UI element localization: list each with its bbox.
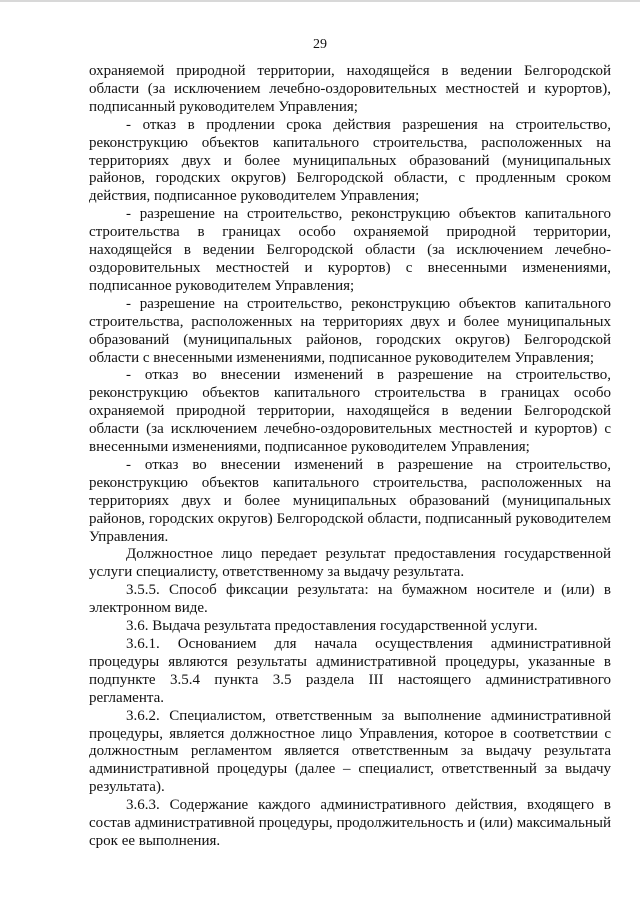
paragraph-list-item: - отказ в продлении срока действия разрешения на строительство, реконструкцию объектов капитального строительства, расположенных на территориях двух и более муниципальных образований (муниципальных районов, городских округов) Белгородской области, с продленным сроком действия, подписанное руководителем Управления; — [89, 116, 611, 205]
page-number: 29 — [313, 37, 327, 52]
page-top-border — [0, 0, 640, 2]
paragraph-clause-3-6-3: 3.6.3. Содержание каждого административного действия, входящего в состав административной процедуры, продолжительность и (или) максимальный срок ее выполнения. — [89, 797, 611, 849]
paragraph-list-item: - разрешение на строительство, реконструкцию объектов капитального строительства, расположенных на территориях двух и более муниципальных образований (муниципальных районов, городских округов) Белгородской области с внесенными изменениями, подписанное руководителем Управления; — [89, 295, 611, 366]
paragraph-clause-3-6: 3.6. Выдача результата предоставления государственной услуги. — [126, 618, 538, 635]
document-body — [89, 63, 611, 851]
paragraph-list-item: - отказ во внесении изменений в разрешение на строительство, реконструкцию объектов капитального строительства в границах особо охраняемой природной территории, находящейся в ведении Белгородской области (за исключением лечебно-оздоровительных местностей и курортов) с внесенными изменениями, подписанное руководителем Управления; — [89, 367, 611, 456]
paragraph-clause-3-6-2: 3.6.2. Специалистом, ответственным за выполнение административной процедуры, является должностное лицо Управления, которое в соответствии с должностным регламентом является ответственным за выдачу результата административной процедуры (далее – специалист, ответственный за выдачу результата). — [89, 707, 611, 796]
paragraph-clause-3-6-1: 3.6.1. Основанием для начала осуществления административной процедуры являются результаты административной процедуры, указанные в подпункте 3.5.4 пункта 3.5 раздела III настоящего административного регламента. — [89, 636, 611, 706]
paragraph-continuation: охраняемой природной территории, находящейся в ведении Белгородской области (за исключением лечебно-оздоровительных местностей и курортов), подписанный руководителем Управления; — [89, 63, 611, 115]
paragraph-list-item: - разрешение на строительство, реконструкцию объектов капитального строительства в границах особо охраняемой природной территории, находящейся в ведении Белгородской области (за исключением лечебно-оздоровительных местностей и курортов) с внесенными изменениями, подписанное руководителем Управления; — [89, 206, 611, 294]
paragraph: Должностное лицо передает результат предоставления государственной услуги специалисту, ответственному за выдачу результата. — [89, 546, 611, 581]
paragraph-clause-3-5-5: 3.5.5. Способ фиксации результата: на бумажном носителе и (или) в электронном виде. — [89, 582, 611, 617]
paragraph-list-item: - отказ во внесении изменений в разрешение на строительство, реконструкцию объектов капитального строительства, расположенных на территориях двух и более муниципальных образований (муниципальных районов, городских округов) Белгородской области, подписанный руководителем Управления. — [89, 456, 611, 545]
